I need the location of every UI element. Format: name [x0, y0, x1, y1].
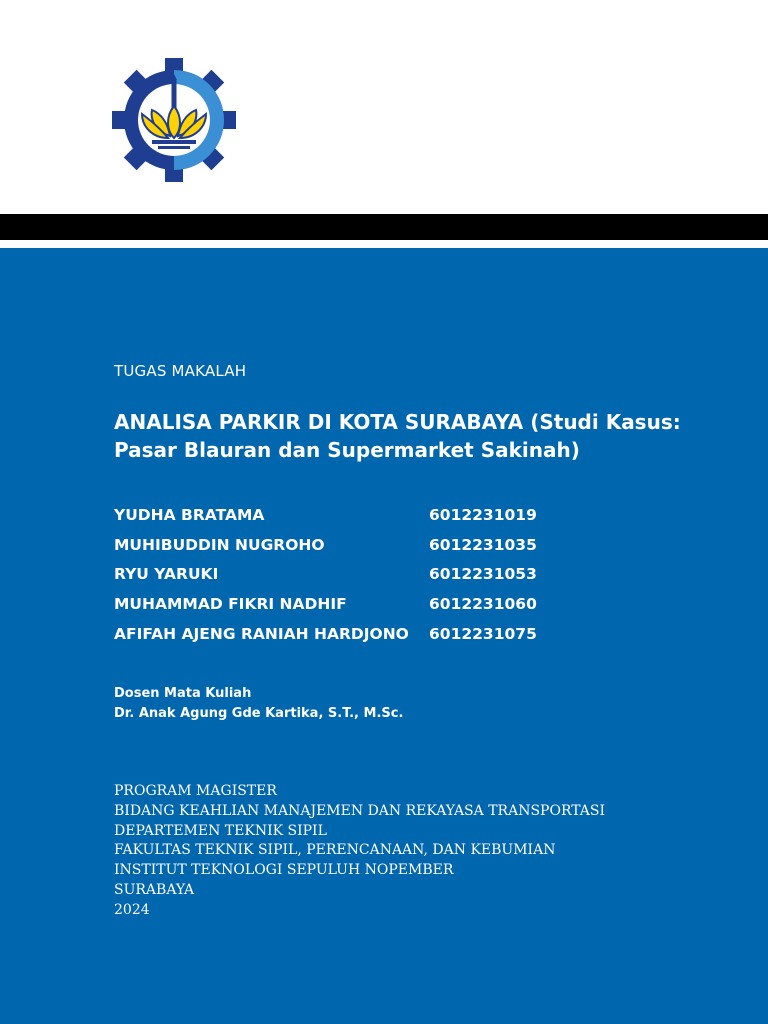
- its-logo-icon: [108, 58, 240, 182]
- lecturer-block: [114, 684, 403, 724]
- author-id: 6012231060: [429, 595, 537, 614]
- institution-line: BIDANG KEAHLIAN MANAJEMEN DAN REKAYASA TRANSPORTASI: [114, 802, 606, 819]
- author-name: MUHIBUDDIN NUGROHO: [114, 535, 325, 554]
- author-name: YUDHA BRATAMA: [114, 506, 265, 524]
- header-band: [0, 214, 768, 240]
- author-id: 6012231075: [429, 624, 537, 643]
- document-title: [114, 408, 681, 464]
- author-name: RYU YARUKI: [114, 565, 219, 584]
- author-list: [114, 506, 594, 654]
- author-id: 6012231053: [429, 565, 537, 584]
- author-row: [114, 595, 594, 625]
- institution-block: [114, 782, 605, 921]
- lecturer-name: Dr. Anak Agung Gde Kartika, S.T., M.Sc.: [114, 706, 404, 721]
- cover-panel: [0, 248, 768, 1024]
- title-line: Pasar Blauran dan Supermarket Sakinah): [114, 438, 580, 462]
- author-name: AFIFAH AJENG RANIAH HARDJONO: [114, 624, 409, 643]
- document-type: TUGAS MAKALAH: [114, 362, 247, 380]
- lecturer-label: Dosen Mata Kuliah: [114, 686, 252, 701]
- institution-year: 2024: [114, 901, 150, 918]
- institution-line: DEPARTEMEN TEKNIK SIPIL: [114, 822, 327, 839]
- institution-line: FAKULTAS TEKNIK SIPIL, PERENCANAAN, DAN KEBUMIAN: [114, 842, 556, 859]
- institution-city: SURABAYA: [114, 881, 195, 898]
- title-line: ANALISA PARKIR DI KOTA SURABAYA (Studi Kasus:: [114, 410, 681, 434]
- author-row: [114, 625, 594, 655]
- author-id: 6012231019: [429, 506, 537, 524]
- author-id: 6012231035: [429, 535, 537, 554]
- institution-line: PROGRAM MAGISTER: [114, 783, 277, 799]
- author-row: [114, 506, 594, 536]
- author-name: MUHAMMAD FIKRI NADHIF: [114, 595, 347, 614]
- institution-line: INSTITUT TEKNOLOGI SEPULUH NOPEMBER: [114, 862, 454, 879]
- author-row: [114, 565, 594, 595]
- author-row: [114, 536, 594, 566]
